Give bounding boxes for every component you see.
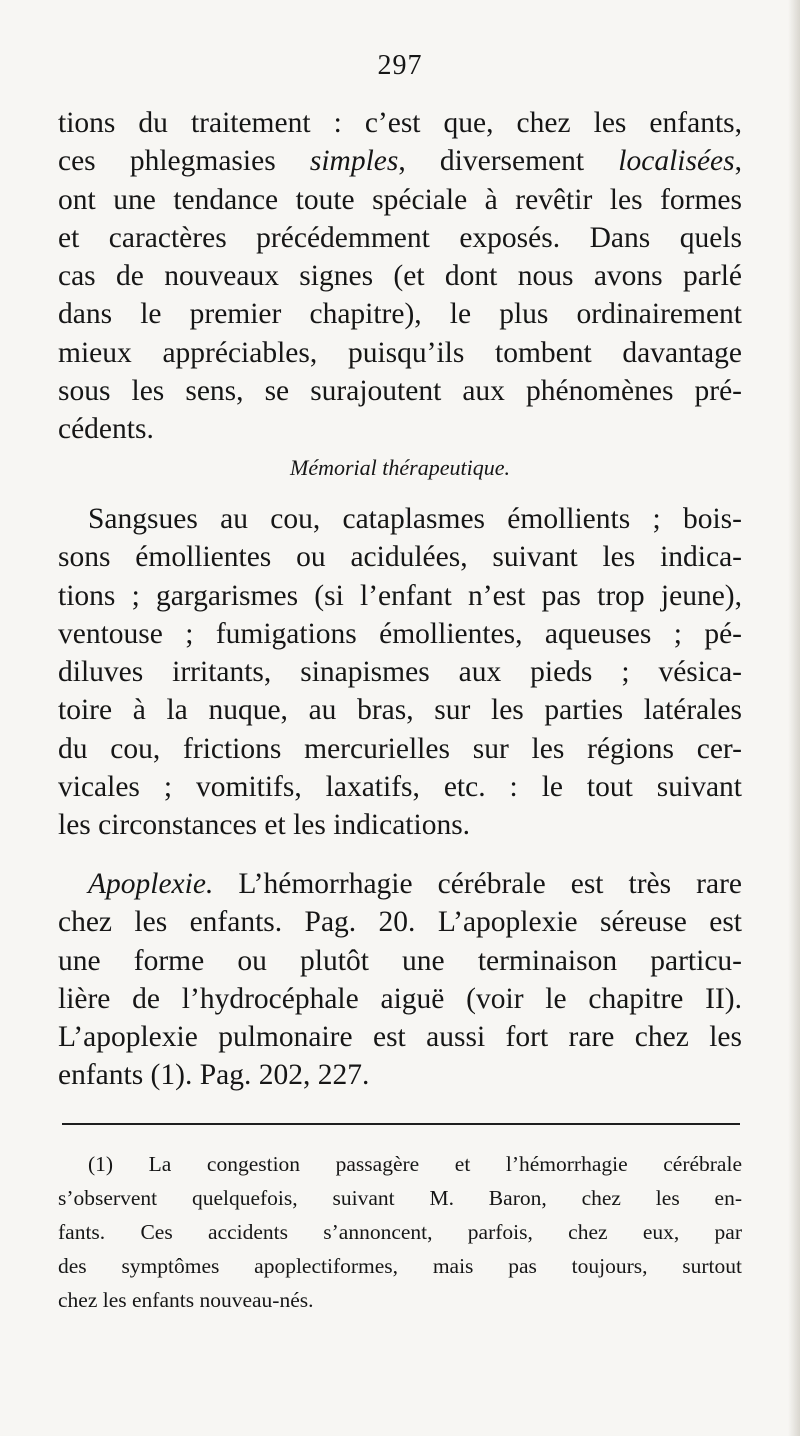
footnote-line: fants. Ces accidents s’annoncent, parfois, chez eux, par [58,1220,742,1244]
text-line: du cou, frictions mercurielles sur les régions cer- [58,732,742,765]
paragraph-apoplexie [58,865,742,1095]
emphasis-simples: simples [309,145,399,178]
text-line: toire à la nuque, au bras, sur les parties latérales [58,694,742,727]
text-line [58,142,742,180]
entry-term: Apoplexie. [88,868,214,900]
text-line: mieux appréciables, puisqu’ils tombent davantage [58,336,742,369]
text-line: tions ; gargarismes (si l’enfant n’est pas trop jeune), [58,579,742,612]
text-line: vicales ; vomitifs, laxatifs, etc. : le tout suivant [58,771,742,804]
paragraph-continued [58,104,742,449]
footnote-line: s’observent quelquefois, suivant M. Baron, chez les en- [58,1186,742,1210]
footnote-line: (1) La congestion passagère et l’hémorrhagie cérébrale [88,1152,742,1176]
text-run: , [734,145,743,178]
text-run: ces phlegmasies [58,145,276,178]
text-line: tions du traitement : c’est que, chez les enfants, [58,107,742,139]
text-line: diluves irritants, sinapismes aux pieds ; vésica- [58,656,742,689]
text-line: sons émollientes ou acidulées, suivant les indica- [58,541,742,574]
text-line: cédents. [58,413,154,446]
text-line: Sangsues au cou, cataplasmes émollients ; bois- [88,503,742,535]
text-line: chez les enfants. Pag. 20. L’apoplexie séreuse est [58,906,742,939]
footnote-divider [62,1123,740,1125]
text-line: enfants (1). Pag. 202, 227. [58,1059,370,1092]
footnote-line: chez les enfants nouveau-nés. [58,1288,314,1312]
page-number: 297 [377,50,423,81]
text-line: cas de nouveaux signes (et dont nous avons parlé [58,260,742,293]
text-line: une forme ou plutôt une terminaison particu- [58,944,742,977]
section-heading: Mémorial thérapeutique. [290,455,510,480]
text-line: dans le premier chapitre), le plus ordinairement [58,298,742,331]
emphasis-localisees: localisées [618,145,735,178]
text-line: L’apoplexie pulmonaire est aussi fort rare chez les [58,1021,742,1054]
text-line: sous les sens, se surajoutent aux phénomènes pré- [58,375,742,408]
text-run: , diversement [398,145,585,178]
text-line: et caractères précédemment exposés. Dans quels [58,221,742,254]
footnote-line: des symptômes apoplectiformes, mais pas toujours, surtout [58,1254,742,1278]
text-line: ventouse ; fumigations émollientes, aqueuses ; pé- [58,617,742,650]
paragraph-memorial [58,500,742,845]
text-line [58,865,742,903]
text-run: L’hémorrhagie cérébrale est très rare [238,868,743,900]
text-line: les circonstances et les indications. [58,809,471,842]
text-line: ont une tendance toute spéciale à revêtir les formes [58,183,742,216]
footnote [58,1147,742,1317]
text-line: lière de l’hydrocéphale aiguë (voir le chapitre II). [58,982,742,1015]
